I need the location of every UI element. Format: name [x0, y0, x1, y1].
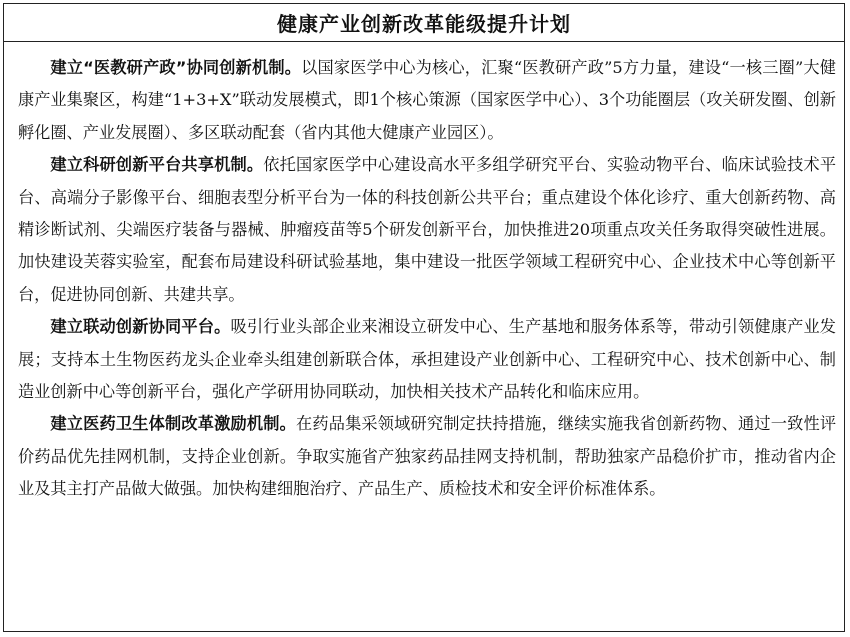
paragraph-body: 吸引行业头部企业来湘设立研发中心、生产基地和服务体系等，带动引领健康产业发展；支持本土生物医药龙头企业牵头组建创新联合体，承担建设产业创新中心、工程研究中心、技术创新中心、制造业创新中心等创新平台，强化产学研用协同联动，加快相关技术产品转化和临床应用。	[18, 317, 836, 402]
paragraph-body: 依托国家医学中心建设高水平多组学研究平台、实验动物平台、临床试验技术平台、高端分子影像平台、细胞表型分析平台为一体的科技创新公共平台；重点建设个体化诊疗、重大创新药物、高精诊断试剂、尖端医疗装备与器械、肿瘤疫苗等5个研发创新平台，加快推进20项重点攻关任务取得突破性进展。加快建设芙蓉实验室，配套布局建设科研试验基地，集中建设一批医学领域工程研究中心、企业技术中心等创新平台，促进协同创新、共建共享。	[18, 155, 837, 304]
paragraph-lead: 建立科研创新平台共享机制。	[50, 155, 264, 175]
paragraph-lead: 建立“医教研产政”协同创新机制。	[50, 58, 302, 77]
paragraph-1	[18, 52, 836, 149]
paragraph-2	[18, 149, 836, 311]
article-box	[3, 3, 845, 632]
paragraph-3	[18, 311, 836, 408]
page-title: 健康产业创新改革能级提升计划	[277, 12, 571, 36]
article-content	[4, 42, 844, 506]
paragraph-body: 以国家医学中心为核心，汇聚“医教研产政”5方力量，建设“一核三圈”大健康产业集聚区，构建“1+3+X”联动发展模式，即1个核心策源（国家医学中心）、3个功能圈层（攻关研发圈、创新孵化圈、产业发展圈）、多区联动配套（省内其他大健康产业园区）。	[18, 58, 836, 142]
paragraph-body: 在药品集采领域研究制定扶持措施，继续实施我省创新药物、通过一致性评价药品优先挂网机制，支持企业创新。争取实施省产独家药品挂网支持机制，帮助独家产品稳价扩市，推动省内企业及其主打产品做大做强。加快构建细胞治疗、产品生产、质检技术和安全评价标准体系。	[18, 414, 836, 499]
title-bar	[4, 4, 844, 42]
paragraph-4	[18, 408, 836, 505]
paragraph-lead: 建立联动创新协同平台。	[50, 317, 231, 337]
paragraph-lead: 建立医药卫生体制改革激励机制。	[50, 414, 296, 434]
